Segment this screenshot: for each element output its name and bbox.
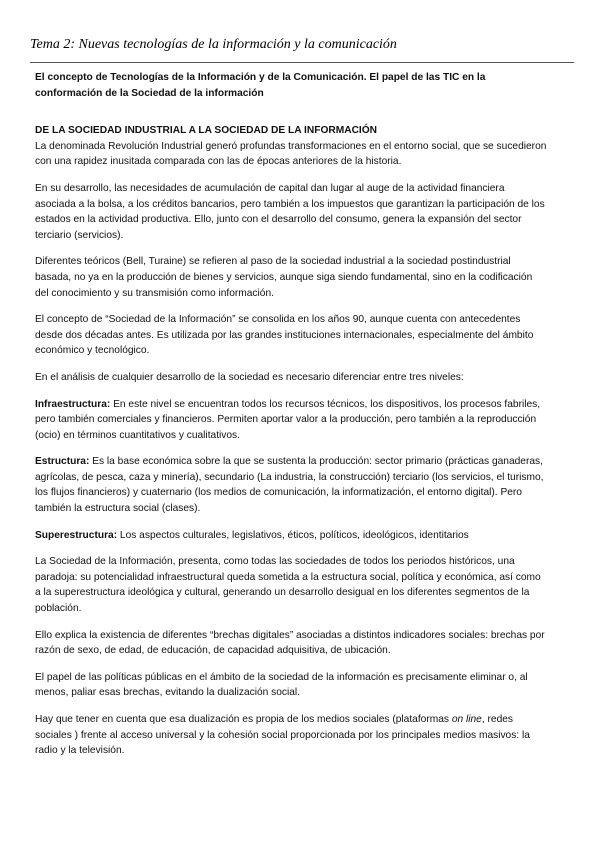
infraestructura-paragraph xyxy=(35,397,547,444)
infraestructura-text: En este nivel se encuentran todos los recursos técnicos, los dispositivos, los procesos fabriles, pero también comerciales y financieros. Permiten aportar valor a la producción, pero también a la reproducción (ocio) en términos cuantitativos y cualitativos. xyxy=(35,398,541,441)
header-divider xyxy=(30,62,574,63)
paragraph-3: Diferentes teóricos (Bell, Turaine) se refieren al paso de la sociedad industrial a la sociedad postindustrial basada, no ya en la producción de bienes y servicios, aunque siga siendo fundamental, sino en la codificación del conocimiento y su transmisión como información. xyxy=(35,256,533,299)
superestructura-term: Superestructura: xyxy=(35,529,118,541)
superestructura-text: Los aspectos culturales, legislativos, éticos, políticos, ideológicos, identitarios xyxy=(117,529,469,541)
estructura-text: Es la base económica sobre la que se sustenta la producción: sector primario (prácticas ganaderas, agrícolas, de pesca, caza y minería), secundario (La industria, la construcción) terciario (los servicios, el turismo, los flujos financieros) y cuaternario (los medios de comunicación, la informatización, el entorno digital). Pero también la estructura social (clases). xyxy=(35,456,544,515)
paragraph-9-italic: on line xyxy=(451,714,482,725)
section-heading: DE LA SOCIEDAD INDUSTRIAL A LA SOCIEDAD DE LA INFORMACIÓN xyxy=(35,125,378,137)
paragraph-6: La Sociedad de la Información, presenta, como todas las sociedades de todos los periodos históricos, una paradoja: su potencialidad infraestructural queda sometida a la estructura social, política y económica, así como a la superestructura ideológica y cultural, generando un desarrollo desigual en los diferentes segmentos de la población. xyxy=(35,556,541,615)
estructura-term: Estructura: xyxy=(35,456,90,468)
paragraph-8: El papel de las políticas públicas en el ámbito de la sociedad de la información es precisamente eliminar o, al menos, paliar esas brechas, evitando la dualización social. xyxy=(35,671,528,699)
section-block xyxy=(35,123,547,170)
paragraph-9 xyxy=(35,712,547,759)
paragraph-1: La denominada Revolución Industrial generó profundas transformaciones en el entorno social, que se sucedieron con una rapidez inusitada comparada con las de épocas anteriores de la historia. xyxy=(35,140,547,168)
paragraph-9-end: , redes sociales ) frente al acceso universal y la cohesión social proporcionada por los principales medios masivos: la radio y la televisión. xyxy=(35,714,530,757)
document-body xyxy=(35,70,547,770)
infraestructura-term: Infraestructura: xyxy=(35,398,111,410)
document-header-title: Tema 2: Nuevas tecnologías de la información y la comunicación xyxy=(30,37,397,52)
superestructura-paragraph xyxy=(35,528,547,544)
paragraph-2: En su desarrollo, las necesidades de acumulación de capital dan lugar al auge de la actividad financiera asociada a la bolsa, a los créditos bancarios, pero también a los impuestos que garantizan la participación de los estados en la actividad productiva. Ello, junto con el desarrollo del consumo, genera la expansión del sector terciario (servicios). xyxy=(35,182,545,241)
paragraph-5: En el análisis de cualquier desarrollo de la sociedad es necesario diferenciar entre tres niveles: xyxy=(35,371,464,383)
paragraph-9-start: Hay que tener en cuenta que esa dualización es propia de los medios sociales (plataformas xyxy=(35,714,452,725)
estructura-paragraph xyxy=(35,454,547,516)
paragraph-4: El concepto de “Sociedad de la Información” se consolida en los años 90, aunque cuenta con antecedentes desde dos décadas antes. Es utilizada por las grandes instituciones internacionales, especialmente del ámbito económico y tecnológico. xyxy=(35,314,534,357)
topic-title: El concepto de Tecnologías de la Información y de la Comunicación. El papel de las TIC en la conformación de la Sociedad de la información xyxy=(35,72,486,99)
paragraph-7: Ello explica la existencia de diferentes “brechas digitales” asociadas a distintos indicadores sociales: brechas por razón de sexo, de edad, de educación, de capacidad adquisitiva, de ubicación. xyxy=(35,629,545,657)
